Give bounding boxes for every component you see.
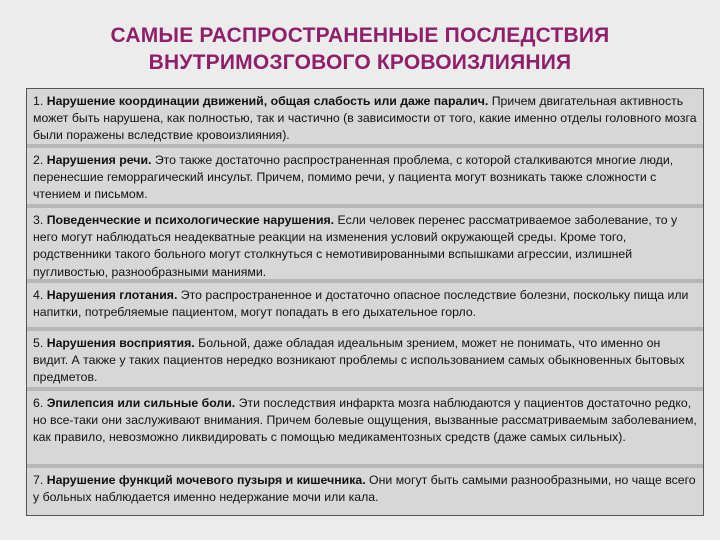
list-item <box>27 391 703 468</box>
item-number: 7. <box>33 473 44 487</box>
list-item <box>27 208 703 283</box>
item-text: Причем двигательная активность может быть нарушена, как полностью, так и частично (в зависимости от того, какие именно отделы головного мозга были поражены вследствие кровоизлияния). <box>33 94 697 143</box>
item-number: 6. <box>33 396 44 410</box>
item-heading: Нарушение функций мочевого пузыря и кишечника. <box>46 473 366 487</box>
item-number: 2. <box>33 153 44 167</box>
list-item <box>27 89 703 148</box>
item-number: 4. <box>33 288 44 302</box>
item-text: Это также достаточно распространенная проблема, с которой сталкиваются многие люди, перенесшие геморрагический инсульт. Причем, помимо речи, у пациента могут возникать также сложности с чтением и письмом. <box>33 153 674 202</box>
item-heading: Нарушение координации движений, общая слабость или даже паралич. <box>46 94 489 108</box>
item-heading: Поведенческие и психологические нарушения. <box>46 213 335 227</box>
item-number: 3. <box>33 213 44 227</box>
item-heading: Нарушения восприятия. <box>46 336 195 350</box>
title-line-1: САМЫЕ РАСПРОСТРАНЕННЫЕ ПОСЛЕДСТВИЯ <box>110 24 610 47</box>
list-item <box>27 468 703 515</box>
list-item <box>27 283 703 331</box>
title-line-2: ВНУТРИМОЗГОВОГО КРОВОИЗЛИЯНИЯ <box>148 51 572 74</box>
item-heading: Нарушения речи. <box>46 153 152 167</box>
item-number: 5. <box>33 336 44 350</box>
item-text: Они могут быть самыми разнообразными, но чаще всего у больных наблюдается именно недержание мочи или кала. <box>33 473 696 505</box>
item-text: Это распространенное и достаточно опасное последствие болезни, поскольку пища или напитки, потребляемые пациентом, могут попадать в его дыхательное горло. <box>33 288 689 320</box>
list-item <box>27 331 703 391</box>
list-item <box>27 148 703 208</box>
item-heading: Нарушения глотания. <box>46 288 178 302</box>
item-heading: Эпилепсия или сильные боли. <box>46 396 236 410</box>
item-text: Если человек перенес рассматриваемое заболевание, то у него могут наблюдаться неадекватные реакции на изменения условий окружающей среды. Кроме того, родственники такого больного могут столкнуться с немотивированными вспышками агрессии, излишней пугливостью, разнообразными маниями. <box>33 213 678 279</box>
slide-title <box>0 22 720 76</box>
item-text: Больной, даже обладая идеальным зрением, может не понимать, что именно он видит. А также у таких пациентов нередко возникают проблемы с использованием самых обыкновенных бытовых предметов. <box>33 336 685 385</box>
item-number: 1. <box>33 94 44 108</box>
consequences-list <box>26 88 704 516</box>
item-text: Эти последствия инфаркта мозга наблюдаются у пациентов достаточно редко, но все-таки они заслуживают внимания. Причем болевые ощущения, вызванные рассматриваемым заболеванием, как правило, невозможно ликвидировать с помощью медикаментозных средств (даже самых сильных). <box>33 396 697 445</box>
